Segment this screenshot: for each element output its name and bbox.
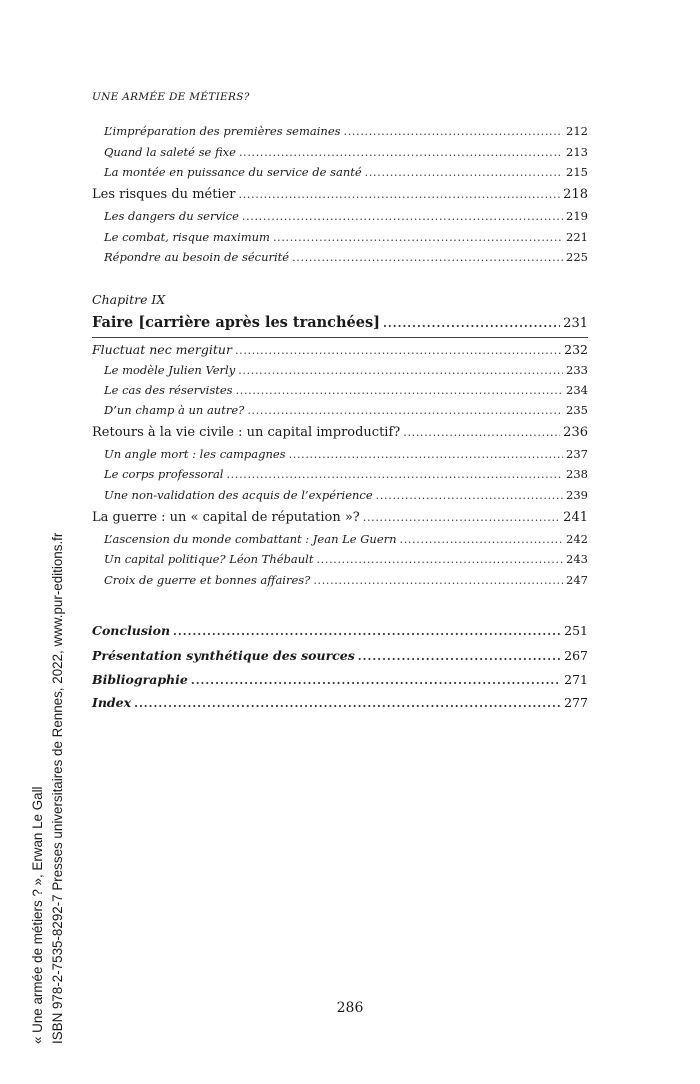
chapter-label: Chapitre IX — [92, 292, 166, 307]
toc-entry-page: 212 — [566, 124, 588, 138]
toc-entry — [92, 532, 588, 546]
copyright-line-2: ISBN 978-2-7535-8292-7 Presses universitaires de Rennes, 2022, www.pur-editions.fr — [50, 532, 65, 1044]
toc-entry — [92, 425, 588, 440]
copyright-line-1: « Une armée de métiers ? », Erwan Le Gall — [30, 786, 45, 1044]
toc-entry-page: 238 — [566, 467, 588, 481]
toc-entry — [92, 250, 588, 264]
chapter-rule — [92, 337, 588, 338]
page-number: 286 — [336, 1000, 364, 1016]
chapter-page: 231 — [563, 316, 588, 331]
toc-entry — [92, 510, 588, 525]
toc-entry-title: Un angle mort : les campagnes — [104, 447, 286, 461]
toc-entry-title: D’un champ à un autre? — [104, 403, 245, 417]
toc-entry-title: Les dangers du service — [104, 209, 239, 223]
toc-entry-page: 235 — [566, 403, 588, 417]
toc-entry — [92, 124, 588, 138]
toc-entry-title: Fluctuat nec mergitur — [92, 342, 232, 357]
toc-entry-title: Croix de guerre et bonnes affaires? — [104, 573, 311, 587]
toc-entry-page: 247 — [566, 573, 588, 587]
table-of-contents — [92, 0, 588, 1084]
toc-entry — [92, 145, 588, 159]
toc-entry-page: 242 — [566, 532, 588, 546]
toc-entry-title: Le combat, risque maximum — [104, 230, 270, 244]
copyright-text — [28, 484, 68, 1044]
toc-entry — [92, 230, 588, 244]
toc-entry-title: Le cas des réservistes — [104, 383, 233, 397]
toc-entry-title: Bibliographie — [92, 672, 188, 687]
toc-entry — [92, 552, 588, 566]
toc-entry-page: 221 — [566, 230, 588, 244]
toc-entry-page: 243 — [566, 552, 588, 566]
toc-entry-page: 218 — [563, 187, 588, 202]
toc-entry — [92, 573, 588, 587]
toc-entry-title: La guerre : un « capital de réputation »? — [92, 510, 360, 525]
toc-entry-title: Index — [92, 695, 132, 710]
toc-entry-title: La montée en puissance du service de santé — [104, 165, 362, 179]
toc-entry — [92, 467, 588, 481]
toc-entry — [92, 187, 588, 202]
toc-entry — [92, 403, 588, 417]
toc-entry — [92, 209, 588, 223]
toc-entry-page: 232 — [564, 342, 588, 357]
toc-entry — [92, 447, 588, 461]
toc-entry-title: Les risques du métier — [92, 187, 236, 202]
toc-entry — [92, 623, 588, 638]
toc-entry-title: Retours à la vie civile : un capital improductif? — [92, 425, 401, 440]
toc-entry — [92, 165, 588, 179]
toc-entry-page: 234 — [566, 383, 588, 397]
toc-entry-page: 219 — [566, 209, 588, 223]
toc-entry-page: 251 — [564, 623, 588, 638]
toc-entry-page: 237 — [566, 447, 588, 461]
toc-entry-title: Le modèle Julien Verly — [104, 363, 236, 377]
toc-entry — [92, 488, 588, 502]
toc-entry — [92, 672, 588, 687]
toc-entry-page: 236 — [563, 425, 588, 440]
toc-entry — [92, 695, 588, 710]
toc-entry-title: L’ascension du monde combattant : Jean Le Guern — [104, 532, 397, 546]
toc-entry — [92, 342, 588, 357]
toc-entry — [92, 648, 588, 663]
toc-entry-page: 233 — [566, 363, 588, 377]
toc-entry-page: 213 — [566, 145, 588, 159]
copyright-sidebar — [28, 484, 68, 1044]
toc-entry-title: Répondre au besoin de sécurité — [104, 250, 290, 264]
toc-entry-title: Quand la saleté se fixe — [104, 145, 236, 159]
toc-entry — [92, 363, 588, 377]
toc-entry-page: 271 — [564, 672, 588, 687]
chapter-title: Faire [carrière après les tranchées] — [92, 314, 381, 331]
toc-entry-page: 241 — [563, 510, 588, 525]
toc-entry-page: 239 — [566, 488, 588, 502]
toc-entry-page: 225 — [566, 250, 588, 264]
toc-entry-title: L’impréparation des premières semaines — [104, 124, 341, 138]
toc-entry-title: Une non-validation des acquis de l’expérience — [104, 488, 373, 502]
toc-entry-title: Un capital politique? Léon Thébault — [104, 552, 314, 566]
chapter-title-entry — [92, 314, 588, 331]
toc-entry-page: 267 — [564, 648, 588, 663]
toc-entry-title: Le corps professoral — [104, 467, 224, 481]
running-head: UNE ARMÉE DE MÉTIERS? — [92, 91, 250, 103]
toc-entry — [92, 383, 588, 397]
toc-entry-page: 215 — [566, 165, 588, 179]
toc-entry-title: Conclusion — [92, 623, 171, 638]
toc-entry-title: Présentation synthétique des sources — [92, 648, 355, 663]
toc-entry-page: 277 — [564, 695, 588, 710]
